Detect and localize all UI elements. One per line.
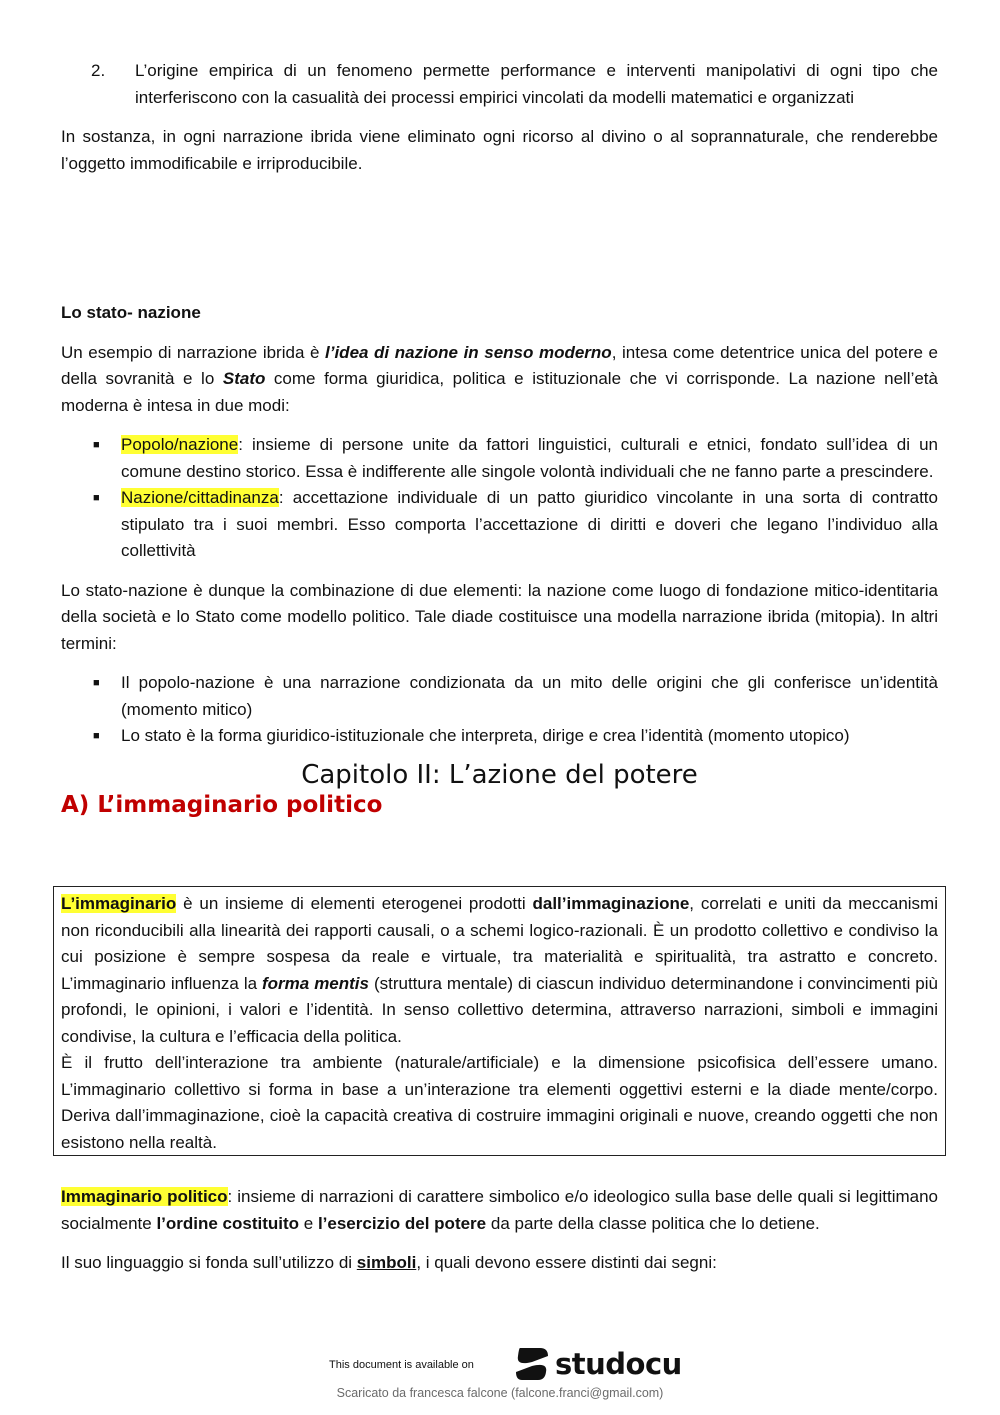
text-run: da parte della classe politica che lo detiene.: [486, 1213, 820, 1233]
text-run: come forma giuridica, politica e istituzionale che vi corrisponde. La nazione nell’età moderna è intesa in due modi:: [61, 369, 938, 415]
text-run: è un insieme di elementi eterogenei prodotti: [176, 894, 533, 913]
text-run: Un esempio di narrazione ibrida è: [61, 342, 326, 362]
text-run: , i quali devono essere distinti dai segni:: [416, 1253, 717, 1272]
text-run: Il suo linguaggio si fonda sull’utilizzo di: [61, 1253, 357, 1272]
bold-text: dall’immaginazione: [532, 894, 690, 913]
list-item-text: Lo stato è la forma giuridico-istituzionale che interpreta, dirige e crea l’identità (momento utopico): [121, 726, 850, 745]
bullet-list-nazione: [61, 432, 938, 565]
studocu-logo-icon[interactable]: [512, 1344, 552, 1389]
paragraph-interazione: È il frutto dell’interazione tra ambiente (naturale/artificiale) e la dimensione psicofisica dell’essere umano. L’immaginario collettivo si forma in base a un’interazione tra elementi oggettivi esterni e la diade mente/corpo. Deriva dall’immaginazione, cioè la capacità creativa di costruire immagini originali e nuove, creando oggetti che non esistono nella realtà.: [61, 1053, 938, 1152]
paragraph-stato-intro: [61, 340, 938, 420]
highlighted-term: L’immaginario: [61, 894, 177, 913]
highlighted-term: Immaginario politico: [61, 1187, 228, 1206]
box-content: [61, 891, 938, 1277]
paragraph-linguaggio: [61, 1250, 938, 1277]
square-bullet-icon: ■: [93, 439, 100, 451]
section-heading-stato-nazione: Lo stato- nazione: [61, 303, 201, 322]
section-title: A) L’immaginario politico: [61, 791, 383, 818]
bold-text: l’ordine costituito: [156, 1213, 300, 1233]
numbered-item-text: L’origine empirica di un fenomeno permette performance e interventi manipolativi di ogni tipo che interferiscono con la casualità dei processi empirici vincolati da modelli matematici e organizzati: [135, 61, 938, 107]
bold-text: l’esercizio del potere: [317, 1213, 487, 1233]
list-item: [61, 670, 938, 723]
square-bullet-icon: ■: [93, 492, 100, 504]
numbered-item: [61, 58, 938, 111]
bullet-list-mito: [61, 670, 938, 750]
square-bullet-icon: ■: [93, 677, 100, 689]
available-text: This document is available on: [329, 1359, 474, 1371]
text-run: , correlati e uniti da meccanismi non riconducibili alla linearità dei rapporti causali, o a schemi logico-razionali. È un prodotto collettivo e condiviso la cui posizione è sempre sospesa da reale e virtuale, tra materialità e spiritualità, tra astratto e concreto. L’immaginario influenza la: [61, 894, 938, 993]
list-item: [61, 485, 938, 565]
emphasis-text: forma mentis: [262, 973, 369, 993]
text-run: (struttura mentale) di ciascun individuo determinandone i convincimenti più profondi, le opinioni, i valori e l’identità. In senso collettivo determina, attraverso narrazioni, simboli e immagini condivise, la cultura e l’efficacia della politica.: [61, 973, 938, 1046]
footer: [0, 1343, 1000, 1415]
emphasis-text: l’idea di nazione in senso moderno: [325, 342, 612, 362]
highlighted-term: Nazione/cittadinanza: [121, 488, 279, 507]
paragraph-immaginario: [61, 891, 938, 1050]
list-item-text: : accettazione individuale di un patto giuridico vincolante in una sorta di contratto stipulato tra i suoi membri. Esso comporta l’accettazione di diritti e doveri che legano l’individuo alla collettività: [121, 488, 938, 560]
square-bullet-icon: ■: [93, 730, 100, 742]
studocu-brand[interactable]: studocu: [555, 1347, 682, 1381]
chapter-title: Capitolo II: L’azione del potere: [301, 759, 698, 790]
list-item: [61, 723, 938, 750]
list-number: 2.: [91, 61, 106, 80]
text-run: , intesa come detentrice unica del potere e della sovranità e lo: [61, 342, 939, 388]
downloaded-by-text: Scaricato da francesca falcone (falcone.franci@gmail.com): [336, 1386, 664, 1400]
list-item-text: Il popolo-nazione è una narrazione condizionata da un mito delle origini che gli conferisce un’identità (momento mitico): [121, 673, 938, 719]
underlined-term: simboli: [356, 1253, 417, 1272]
text-run: : insieme di narrazioni di carattere simbolico e/o ideologico sulla base delle quali si legittimano socialmente: [61, 1187, 938, 1233]
paragraph-immaginario-politico: [61, 1184, 938, 1237]
text-run: e: [299, 1213, 318, 1233]
list-item: [61, 432, 938, 485]
paragraph-sostanza: In sostanza, in ogni narrazione ibrida viene eliminato ogni ricorso al divino o al soprannaturale, che renderebbe l’oggetto immodificabile e irriproducibile.: [61, 127, 938, 173]
highlighted-term: Popolo/nazione: [121, 435, 239, 454]
emphasis-text: Stato: [222, 369, 266, 388]
document-page: [61, 58, 938, 820]
paragraph-combination: Lo stato-nazione è dunque la combinazione di due elementi: la nazione come luogo di fondazione mitico-identitaria della società e lo Stato come modello politico. Tale diade costituisce una modella narrazione ibrida (mitopia). In altri termini:: [61, 580, 938, 653]
list-item-text: : insieme di persone unite da fattori linguistici, culturali e etnici, fondato sull’idea di un comune destino storico. Essa è indifferente alle singole volontà individuali che ne fanno parte a prescindere.: [121, 435, 938, 481]
